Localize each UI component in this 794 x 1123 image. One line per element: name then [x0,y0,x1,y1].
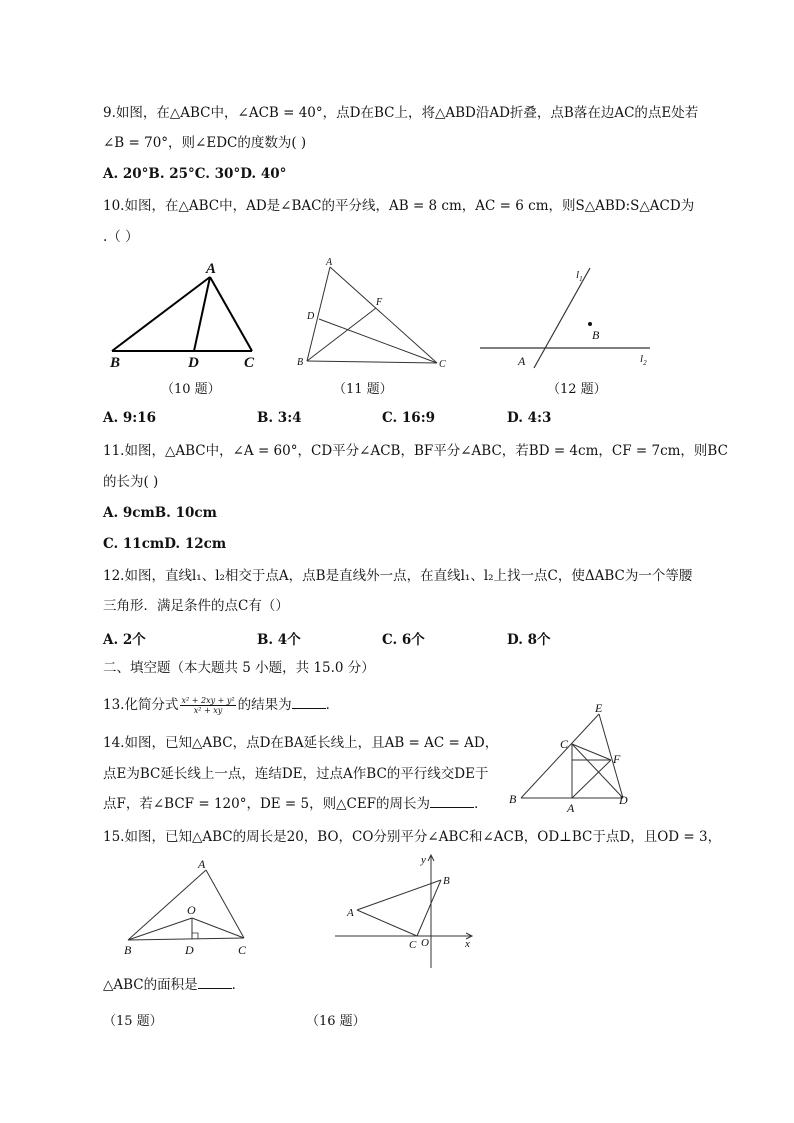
q9-line1: 9.如图，在△ABC中，∠ACB = 40°，点D在BC上，将△ABD沿AD折叠，点B落在边AC的点E处若 [103,105,699,121]
fig14-label-c: C [560,737,569,751]
q11-line1: 11.如图，△ABC中，∠A = 60°，CD平分∠ACB，BF平分∠ABC，若BD = 4cm，CF = 7cm，则BC [103,443,728,459]
fig15-label-d: D [185,943,194,957]
q10-option-a: A. 9:16 [103,410,157,426]
q15-answer-blank[interactable] [198,976,232,989]
figure-10 [100,255,270,375]
q15-line1: 15.如图，已知△ABC的周长是20，BO，CO分别平分∠ABC和∠ACB，OD⊥BC于点D，且OD = 3， [103,829,722,845]
section-2-title: 二、填空题（本大题共 5 小题，共 15.0 分） [103,660,375,676]
fig16-label-y: y [421,854,426,866]
q10-option-b: B. 3:4 [257,410,302,426]
fig16-label-o: O [421,937,429,949]
q10-option-c: C. 16:9 [382,410,436,426]
q10-line2: .（ ） [103,229,139,245]
fig12-l1 [534,268,590,368]
q13-fraction: $\frac{\text{x² + 2xy + y²}}{\text{x² + xy}}$ [181,696,235,715]
fig15-label-a: A [198,857,206,871]
fig14-label-f: F [613,752,621,766]
q14-answer-blank[interactable] [430,795,474,808]
svg-text:l1: $l_1$ [576,269,583,283]
fig16-label-a: A [347,907,354,919]
q11-options2: C. 11cmD. 12cm [103,536,227,552]
q12-option-b: B. 4个 [257,632,301,648]
fig11-label-c: C [439,359,446,370]
fig10-caption: （10 题） [161,382,221,397]
figure-14 [505,702,640,814]
fig15-label-b: B [124,943,132,957]
fig16-label-c: C [409,939,417,951]
figure-15 [120,852,260,962]
q13-line: 13.化简分式 $\frac{\text{x² + 2xy + y²}}{\text{x² + xy}}$ 的结果为 ． [103,696,340,715]
fig16-label-x: x [465,938,470,950]
q10-option-d: D. 4:3 [507,410,552,426]
fig12-point-b [588,322,592,326]
q12-line1: 12.如图，直线l₁、l₂相交于点A，点B是直线外一点，在直线l₁、l₂上找一点C，使ΔABC为一个等腰 [103,568,693,584]
fig11-label-d: D [307,311,315,322]
fig16-label-b: B [443,875,450,887]
fig14-label-b: B [509,792,517,806]
fig11-label-a: A [326,257,333,268]
q12-line2: 三角形．满足条件的点C有（） [103,598,289,614]
q14-line1: 14.如图，已知△ABC，点D在BA延长线上，且AB = AC = AD， [103,735,499,751]
fig15-caption: （15 题） [103,1014,163,1029]
fig10-ac [210,277,252,351]
fig10-label-c: C [244,355,255,371]
q11-options1: A. 9cmB. 10cm [103,505,217,521]
fig10-label-b: B [110,355,121,371]
fig12-caption: （12 题） [547,382,607,397]
fig15-label-c: C [238,943,247,957]
svg-text:l2: $l_2$ [640,353,647,367]
figure-11 [295,255,455,375]
fig11-caption: （11 题） [333,382,393,397]
fig12-label-b: B [592,328,600,342]
q9-options: A. 20°B. 25°C. 30°D. 40° [103,166,287,182]
q10-line1: 10.如图，在△ABC中，AD是∠BAC的平分线，AB = 8 cm，AC = 6 cm，则S△ABD:S△ACD为 [103,198,695,214]
fig10-ab [112,277,210,351]
q14-line2: 点E为BC延长线上一点，连结DE，过点A作BC的平行线交DE于 [103,766,489,782]
fig14-label-a: A [567,801,575,815]
fig12-label-a: A [518,354,526,368]
q12-option-d: D. 8个 [507,632,551,648]
fig16-caption: （16 题） [306,1014,366,1029]
q13-answer-blank[interactable] [292,696,326,709]
fig15-label-o: O [187,903,196,917]
figure-16 [333,852,483,972]
figure-12 [478,262,658,372]
q11-line2: 的长为( ) [103,474,159,490]
fig11-label-f: F [376,297,383,308]
q15-line2: △ABC的面积是 ． [103,977,246,993]
fig11-label-b: B [297,357,304,368]
q12-option-c: C. 6个 [382,632,425,648]
q12-option-a: A. 2个 [103,632,146,648]
q9-line2: ∠B = 70°，则∠EDC的度数为( ) [103,135,307,151]
fig10-label-d: D [188,355,199,371]
fig10-label-a: A [206,261,217,277]
fig14-label-d: D [619,793,628,807]
q14-line3: 点F，若∠BCF = 120°，DE = 5，则△CEF的周长为 ． [103,796,488,812]
fig14-label-e: E [595,701,603,715]
